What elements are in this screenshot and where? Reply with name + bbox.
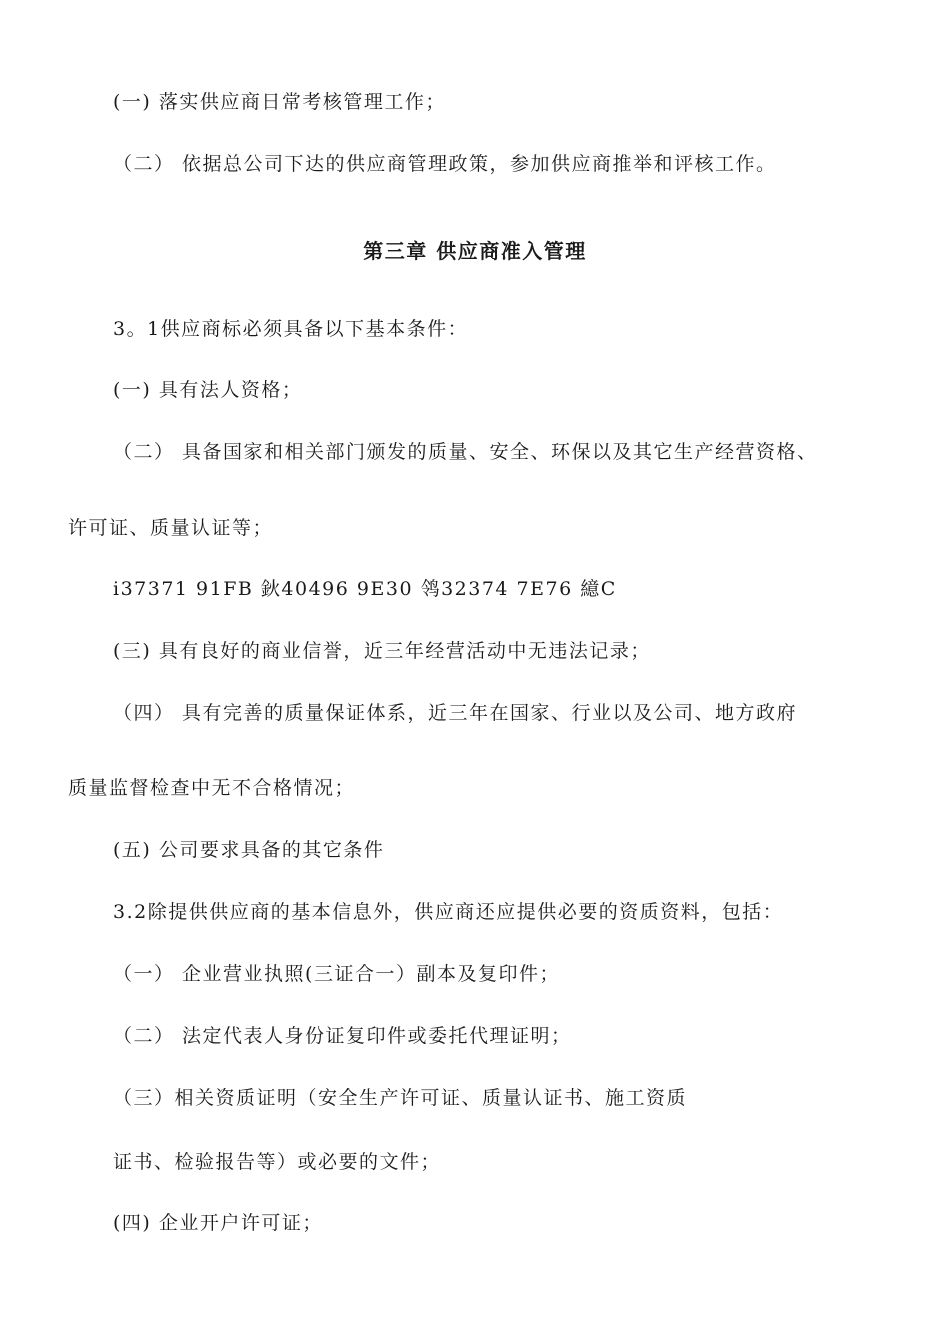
paragraph-line: (三) 具有良好的商业信誉，近三年经营活动中无违法记录； bbox=[113, 640, 651, 662]
paragraph-line: （二） 依据总公司下达的供应商管理政策，参加供应商推举和评核工作。 bbox=[113, 153, 777, 175]
paragraph-line: (一) 落实供应商日常考核管理工作； bbox=[113, 91, 446, 113]
paragraph-line: 许可证、质量认证等； bbox=[68, 517, 274, 539]
garbled-text-line: i37371 91FB 鈥40496 9E30 鸰32374 7E76 繶C bbox=[113, 578, 617, 600]
paragraph-line: （四） 具有完善的质量保证体系，近三年在国家、行业以及公司、地方政府 bbox=[113, 702, 798, 724]
chapter-heading: 第三章 供应商准入管理 bbox=[363, 239, 587, 263]
paragraph-line: (五) 公司要求具备的其它条件 bbox=[113, 839, 385, 861]
section-heading: 3.2除提供供应商的基本信息外，供应商还应提供必要的资质资料，包括： bbox=[113, 901, 784, 923]
paragraph-line: （二） 具备国家和相关部门颁发的质量、安全、环保以及其它生产经营资格、 bbox=[113, 441, 818, 463]
paragraph-line: 证书、检验报告等）或必要的文件； bbox=[113, 1151, 442, 1173]
paragraph-line: 质量监督检查中无不合格情况； bbox=[68, 777, 356, 799]
paragraph-line: （三）相关资质证明（安全生产许可证、质量认证书、施工资质 bbox=[113, 1087, 688, 1109]
paragraph-line: (四) 企业开户许可证； bbox=[113, 1212, 323, 1234]
section-heading: 3。1供应商标必须具备以下基本条件： bbox=[113, 318, 469, 340]
paragraph-line: (一) 具有法人资格； bbox=[113, 379, 303, 401]
paragraph-line: （一） 企业营业执照(三证合一）副本及复印件； bbox=[113, 963, 560, 985]
paragraph-line: （二） 法定代表人身份证复印件或委托代理证明； bbox=[113, 1025, 572, 1047]
